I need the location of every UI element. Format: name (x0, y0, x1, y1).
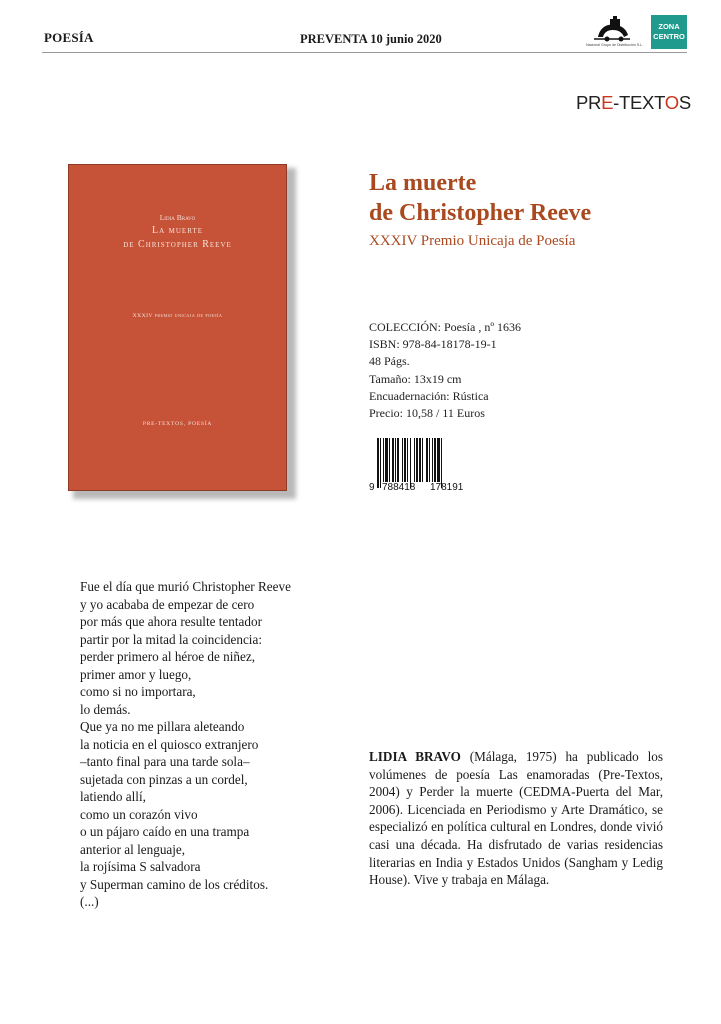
distributor-logo (586, 15, 644, 51)
barcode-bar (441, 438, 442, 488)
poem-line: Fue el día que murió Christopher Reeve (80, 579, 291, 594)
publisher-logo-part3: -TEXT (613, 92, 665, 113)
barcode-bar (426, 438, 428, 482)
poem-line: sujetada con pinzas a un cordel, (80, 771, 248, 787)
barcode-bar (429, 438, 430, 482)
barcode-bar (422, 438, 423, 482)
poem-line: partir por la mitad la coincidencia: (80, 631, 262, 647)
barcode-bar (419, 438, 421, 482)
book-subtitle: XXXIV Premio Unicaja de Poesía (369, 233, 576, 249)
poem-line: perder primero al héroe de niñez, (80, 649, 256, 664)
bio-author-name: LIDIA BRAVO (369, 749, 461, 764)
barcode-bar (395, 438, 396, 482)
book-title (369, 168, 591, 228)
presale-date: PREVENTA 10 junio 2020 (300, 32, 442, 46)
barcode-bar (402, 438, 403, 482)
poem-line: lo demás. (80, 701, 131, 717)
poem-line: –tanto final para una tarde sola– (80, 754, 250, 769)
spec-price: Precio: 10,58 / 11 Euros (369, 406, 485, 421)
poem-line: por más que ahora resulte tentador (80, 614, 262, 629)
barcode-bar (389, 438, 390, 482)
barcode-digits-left: 788418 (382, 482, 416, 493)
poem-line: y Superman camino de los créditos. (80, 876, 269, 892)
barcode-digit-lead: 9 (369, 482, 375, 493)
cover-prize: XXXIV premio unicaja de poesía (132, 313, 223, 319)
poem-line: la rojísima S salvadora (80, 859, 201, 874)
barcode-bar (434, 438, 436, 482)
barcode-bar (416, 438, 418, 482)
poem-excerpt (80, 578, 291, 911)
barcode-bar (432, 438, 433, 482)
poem-line: primer amor y luego, (80, 666, 192, 682)
poem-line: como un corazón vivo (80, 806, 198, 822)
book-title-line2: de Christopher Reeve (369, 200, 592, 226)
barcode-bar (392, 438, 394, 482)
distributor-caption: Nacional Grupo de Distribución S.L. (586, 43, 644, 47)
publisher-logo-part2: E (601, 92, 614, 113)
spec-isbn: ISBN: 978-84-18178-19-1 (369, 337, 497, 352)
barcode-bar (380, 438, 381, 488)
poem-line: y yo acababa de empezar de cero (80, 596, 255, 612)
poem-line: anterior al lenguaje, (80, 841, 186, 857)
barcode-bar (437, 438, 440, 482)
barcode-bar (377, 438, 379, 488)
publisher-logo (576, 92, 691, 114)
barcode-bar (414, 438, 415, 482)
section-label: POESÍA (44, 30, 94, 45)
cover-title-line1: La muerte (151, 225, 204, 236)
spec-size: Tamaño: 13x19 cm (369, 371, 462, 386)
barcode-digits-right: 178191 (430, 482, 464, 493)
cover-author: Lidia Bravo (159, 213, 196, 222)
spec-pages: 48 Págs. (369, 354, 410, 369)
poem-line: latiendo allí, (80, 789, 146, 804)
zona-line1: ZONA (658, 22, 680, 31)
publisher-logo-part1: PR (576, 92, 602, 113)
spec-collection: COLECCIÓN: Poesía , nº 1636 (369, 320, 522, 334)
header-divider (42, 52, 687, 53)
zona-line2: CENTRO (653, 32, 685, 41)
spec-binding: Encuadernación: Rústica (369, 388, 489, 403)
barcode-bar (397, 438, 399, 482)
poem-line: (...) (80, 894, 99, 909)
poem-line: como si no importara, (80, 684, 196, 699)
zona-centro-logo (651, 15, 687, 49)
poem-line: o un pájaro caído en una trampa (80, 824, 250, 839)
book-specs (369, 319, 521, 422)
publisher-logo-part4: O (664, 92, 679, 113)
bio-text: (Málaga, 1975) ha publicado los volúmenes de poesía Las enamoradas (Pre-Textos, 2004) y Perder la muerte (CEDMA-Puerta del Mar, 2006). Licenciada en Periodismo y Arte Dramático, se especializó en política cultural en Londres, donde vivió casi una década. Ha disfrutado de varias residencias literarias en India y Estados Unidos (Sangham y Ledig House). Vive y trabaja en Málaga. (369, 749, 663, 888)
barcode-bar (385, 438, 388, 482)
cover-title-line2: de Christopher Reeve (123, 239, 232, 250)
barcode-bar (407, 438, 408, 482)
barcode-bar (410, 438, 411, 488)
poem-line: Que ya no me pillara aleteando (80, 719, 245, 734)
poem-line: la noticia en el quiosco extranjero (80, 736, 259, 752)
isbn-barcode (369, 438, 481, 496)
book-title-line1: La muerte (369, 170, 477, 196)
barcode-bar (383, 438, 384, 482)
publisher-logo-part5: S (678, 92, 691, 113)
author-bio (369, 748, 663, 889)
book-cover (68, 164, 287, 491)
barcode-bar (404, 438, 406, 482)
cover-imprint: PRE-TEXTOS, POESÍA (142, 421, 213, 427)
